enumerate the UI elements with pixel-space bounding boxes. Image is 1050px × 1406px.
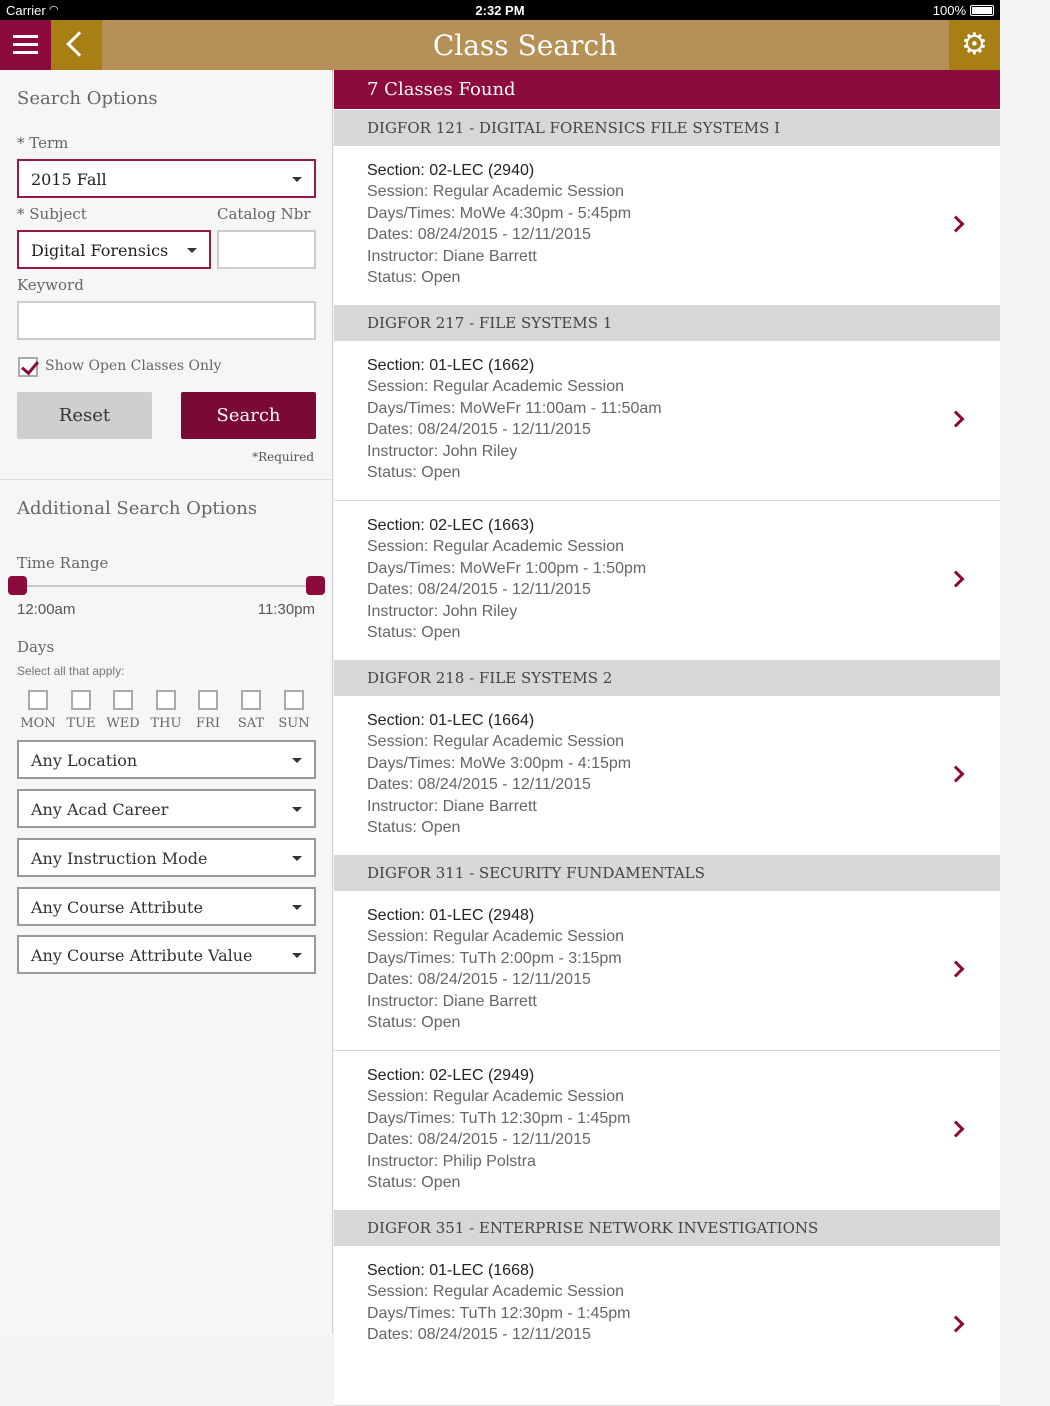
- day-tue[interactable]: TUE: [61, 690, 101, 731]
- section-session: Session: Regular Academic Session: [367, 1088, 625, 1106]
- section-days-times: Days/Times: TuTh 12:30pm - 1:45pm: [367, 1109, 631, 1127]
- catalog-number-input[interactable]: [217, 230, 316, 269]
- day-sat[interactable]: SAT: [231, 690, 271, 731]
- section-row[interactable]: [334, 501, 1000, 661]
- course-header: DIGFOR 311 - SECURITY FUNDAMENTALS: [334, 855, 1000, 891]
- time-range-end: 11:30pm: [257, 601, 315, 618]
- caret-down-icon: [292, 758, 302, 763]
- nav-bar: [0, 20, 1000, 70]
- clock: 2:32 PM: [475, 3, 525, 18]
- section-status: Status: Open: [367, 624, 461, 642]
- section-dates: Dates: 08/24/2015 - 12/11/2015: [367, 421, 591, 439]
- section-days-times: Days/Times: MoWe 3:00pm - 4:15pm: [367, 754, 632, 772]
- career-select[interactable]: Any Acad Career: [17, 789, 316, 828]
- subject-select[interactable]: [17, 230, 211, 269]
- time-range-label: Time Range: [17, 554, 109, 572]
- course-header: DIGFOR 121 - DIGITAL FORENSICS FILE SYSTEMS I: [334, 110, 1000, 146]
- day-checkbox[interactable]: [71, 690, 91, 710]
- catalog-label: Catalog Nbr: [217, 205, 311, 223]
- day-checkbox[interactable]: [284, 690, 304, 710]
- open-classes-checkbox[interactable]: [18, 357, 38, 377]
- section-row[interactable]: [334, 1246, 1000, 1406]
- results-panel: [334, 70, 1000, 1344]
- day-wed[interactable]: WED: [103, 690, 143, 731]
- section-days-times: Days/Times: MoWe 4:30pm - 5:45pm: [367, 204, 632, 222]
- instruction-mode-select[interactable]: Any Instruction Mode: [17, 838, 316, 877]
- divider: [0, 479, 333, 480]
- section-id: Section: 01-LEC (2948): [367, 907, 535, 924]
- section-status: Status: Open: [367, 464, 461, 482]
- battery-icon: [970, 5, 994, 16]
- section-dates: Dates: 08/24/2015 - 12/11/2015: [367, 776, 591, 794]
- course-header: DIGFOR 217 - FILE SYSTEMS 1: [334, 305, 1000, 341]
- section-session: Session: Regular Academic Session: [367, 733, 625, 751]
- caret-down-icon: [292, 177, 302, 182]
- wifi-icon: ◠: [49, 4, 59, 16]
- status-bar: [0, 0, 1000, 20]
- results-count: 7 Classes Found: [334, 70, 1000, 109]
- section-status: Status: Open: [367, 269, 461, 287]
- section-row[interactable]: [334, 1051, 1000, 1211]
- course-attribute-value-select[interactable]: Any Course Attribute Value: [17, 935, 316, 974]
- section-dates: Dates: 08/24/2015 - 12/11/2015: [367, 971, 591, 989]
- section-dates: Dates: 08/24/2015 - 12/11/2015: [367, 581, 591, 599]
- course-attribute-select[interactable]: Any Course Attribute: [17, 887, 316, 926]
- section-days-times: Days/Times: MoWeFr 1:00pm - 1:50pm: [367, 559, 647, 577]
- section-days-times: Days/Times: TuTh 12:30pm - 1:45pm: [367, 1304, 631, 1322]
- day-fri[interactable]: FRI: [188, 690, 228, 731]
- section-id: Section: 01-LEC (1662): [367, 357, 535, 374]
- section-row[interactable]: [334, 696, 1000, 856]
- days-label: Days: [17, 638, 55, 656]
- caret-down-icon: [292, 807, 302, 812]
- course-header: DIGFOR 351 - ENTERPRISE NETWORK INVESTIGATIONS: [334, 1210, 1000, 1246]
- subject-label: * Subject: [17, 205, 87, 223]
- search-options-title: Search Options: [17, 88, 158, 109]
- time-range-start-handle[interactable]: [8, 576, 27, 595]
- section-instructor: Instructor: Diane Barrett: [367, 797, 537, 815]
- section-session: Session: Regular Academic Session: [367, 378, 625, 396]
- reset-button[interactable]: Reset: [17, 392, 152, 439]
- day-checkbox[interactable]: [241, 690, 261, 710]
- term-label: * Term: [17, 134, 69, 152]
- time-range-start: 12:00am: [17, 601, 76, 618]
- time-range-end-handle[interactable]: [306, 576, 325, 595]
- section-status: Status: Open: [367, 1174, 461, 1192]
- days-help-text: Select all that apply:: [17, 664, 125, 678]
- day-checkbox[interactable]: [28, 690, 48, 710]
- section-id: Section: 02-LEC (2940): [367, 162, 535, 179]
- section-dates: Dates: 08/24/2015 - 12/11/2015: [367, 226, 591, 244]
- section-session: Session: Regular Academic Session: [367, 538, 625, 556]
- day-sun[interactable]: SUN: [274, 690, 314, 731]
- section-instructor: Instructor: Diane Barrett: [367, 992, 537, 1010]
- keyword-input[interactable]: [17, 301, 316, 340]
- section-session: Session: Regular Academic Session: [367, 183, 625, 201]
- time-range-slider[interactable]: [17, 585, 316, 587]
- day-checkbox[interactable]: [113, 690, 133, 710]
- subject-value: Digital Forensics: [31, 241, 169, 260]
- course-header: DIGFOR 218 - FILE SYSTEMS 2: [334, 660, 1000, 696]
- section-id: Section: 02-LEC (1663): [367, 517, 535, 534]
- carrier-label: Carrier: [6, 3, 46, 18]
- section-instructor: Instructor: Diane Barrett: [367, 247, 537, 265]
- section-id: Section: 01-LEC (1664): [367, 712, 535, 729]
- term-value: 2015 Fall: [31, 170, 107, 189]
- section-row[interactable]: [334, 341, 1000, 501]
- section-instructor: Instructor: John Riley: [367, 602, 518, 620]
- section-session: Session: Regular Academic Session: [367, 928, 625, 946]
- caret-down-icon: [292, 953, 302, 958]
- section-days-times: Days/Times: MoWeFr 11:00am - 11:50am: [367, 399, 662, 417]
- caret-down-icon: [292, 856, 302, 861]
- required-note: *Required: [252, 450, 314, 464]
- section-session: Session: Regular Academic Session: [367, 1283, 625, 1301]
- term-select[interactable]: [17, 159, 316, 198]
- search-panel: [0, 70, 333, 1334]
- day-checkbox[interactable]: [198, 690, 218, 710]
- page-title: Class Search: [432, 29, 618, 62]
- additional-options-title: Additional Search Options: [17, 498, 258, 519]
- day-thu[interactable]: THU: [146, 690, 186, 731]
- gear-icon: ⚙: [961, 28, 988, 61]
- keyword-label: Keyword: [17, 276, 84, 294]
- open-classes-label: Show Open Classes Only: [45, 358, 222, 374]
- section-instructor: Instructor: Philip Polstra: [367, 1152, 536, 1170]
- day-mon[interactable]: MON: [18, 690, 58, 731]
- section-row[interactable]: [334, 891, 1000, 1051]
- section-days-times: Days/Times: TuTh 2:00pm - 3:15pm: [367, 949, 622, 967]
- battery-percent: 100%: [932, 3, 966, 18]
- section-instructor: Instructor: John Riley: [367, 442, 518, 460]
- location-select[interactable]: Any Location: [17, 740, 316, 779]
- section-dates: Dates: 08/24/2015 - 12/11/2015: [367, 1131, 591, 1149]
- section-id: Section: 01-LEC (1668): [367, 1262, 535, 1279]
- section-row[interactable]: [334, 146, 1000, 306]
- caret-down-icon: [292, 905, 302, 910]
- section-status: Status: Open: [367, 1014, 461, 1032]
- section-id: Section: 02-LEC (2949): [367, 1067, 535, 1084]
- settings-button[interactable]: [949, 20, 1000, 70]
- caret-down-icon: [187, 248, 197, 253]
- section-dates: Dates: 08/24/2015 - 12/11/2015: [367, 1326, 591, 1344]
- search-button[interactable]: Search: [181, 392, 316, 439]
- day-checkbox[interactable]: [156, 690, 176, 710]
- section-status: Status: Open: [367, 819, 461, 837]
